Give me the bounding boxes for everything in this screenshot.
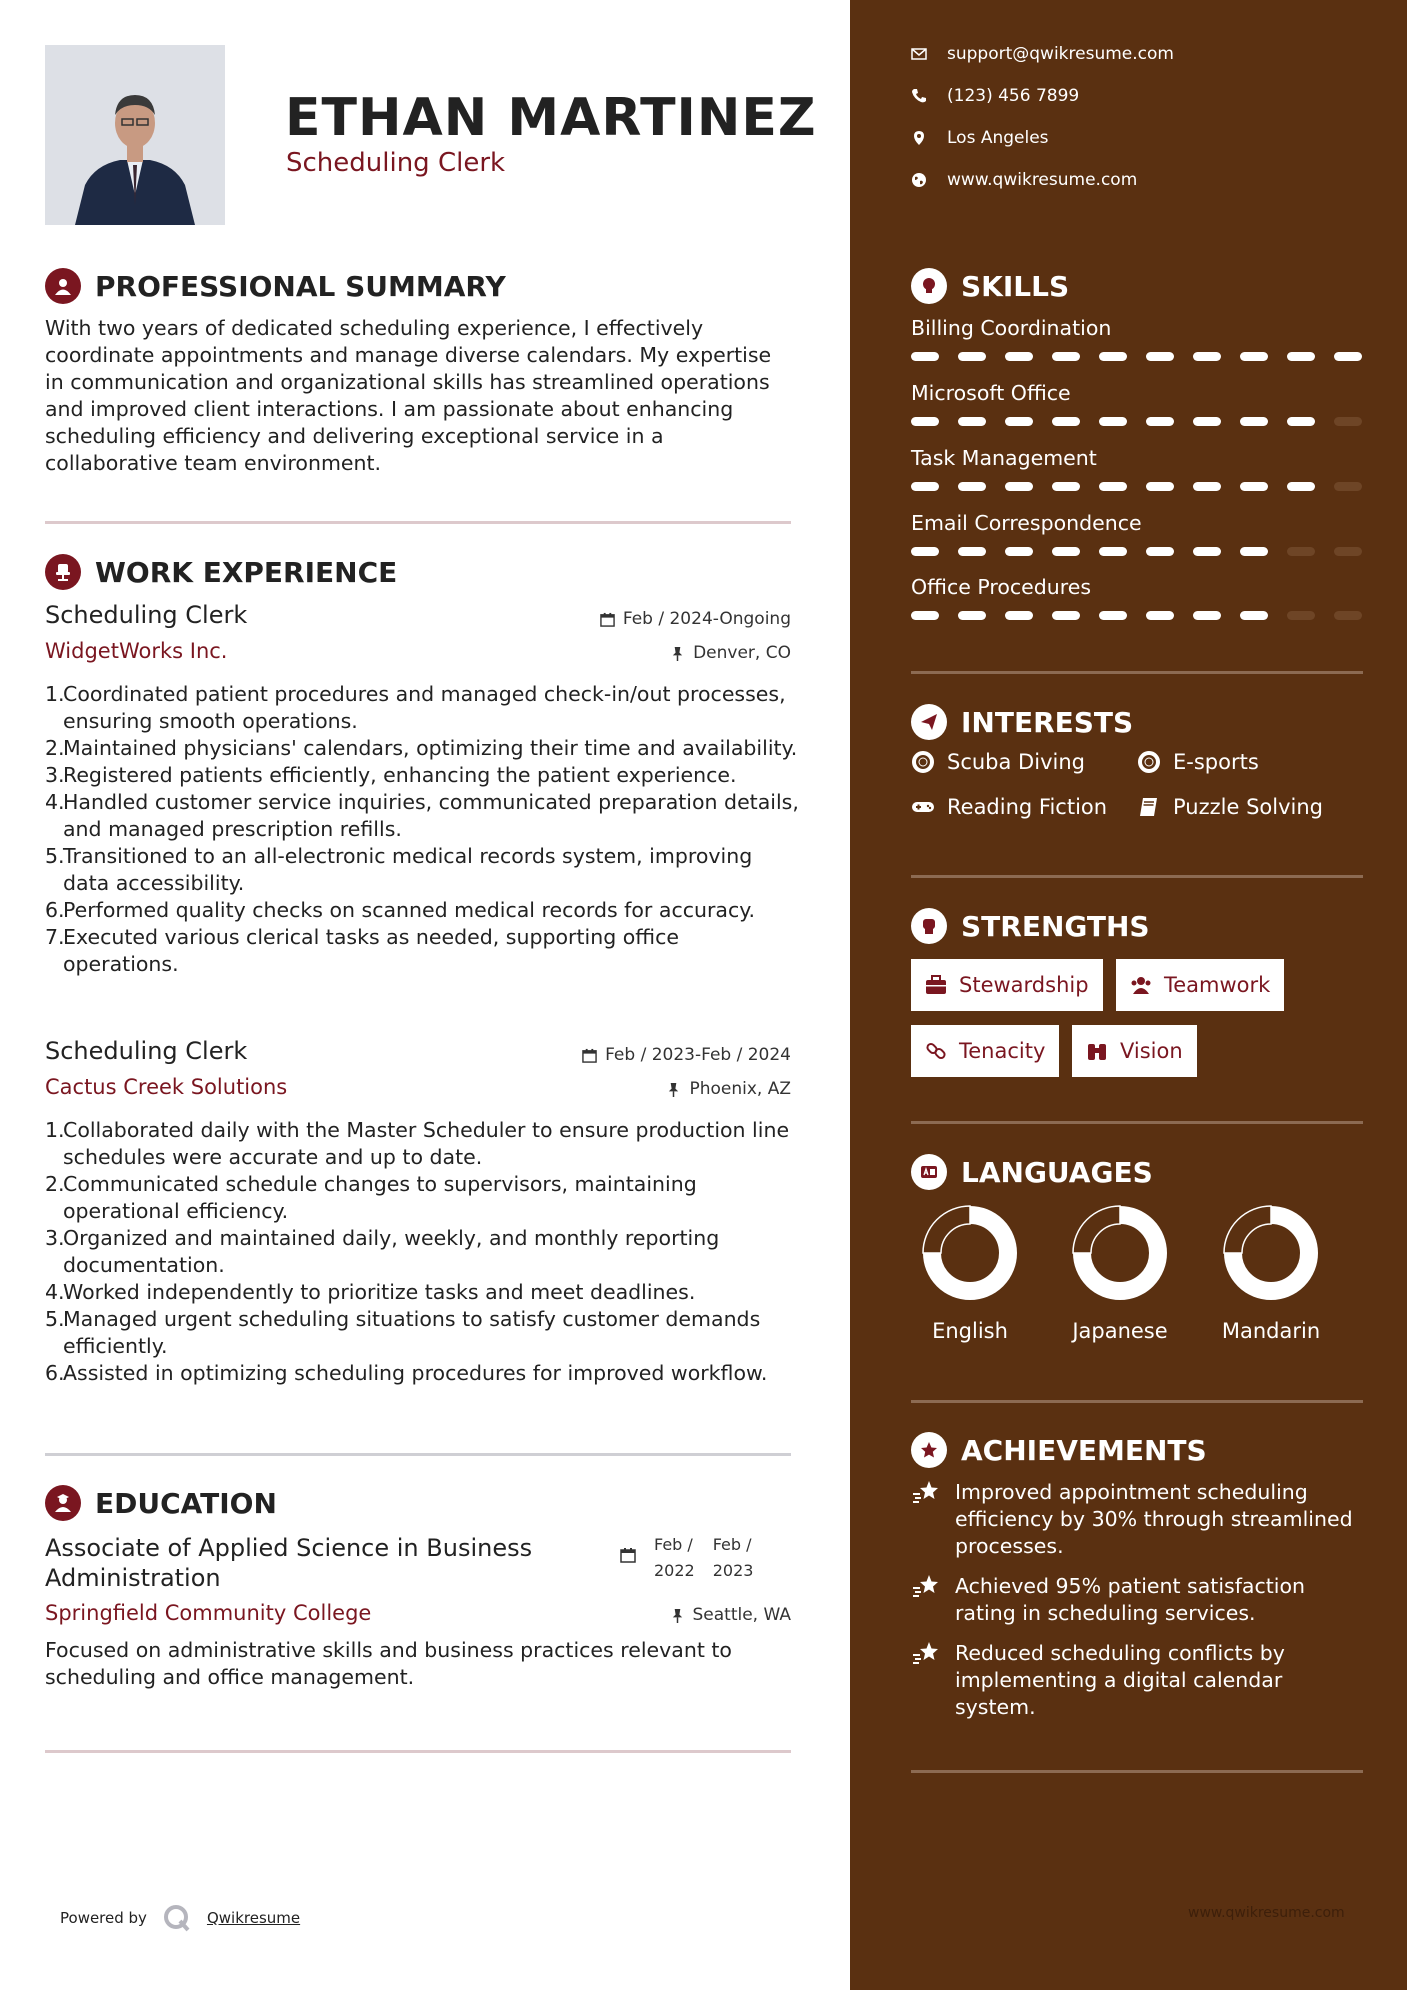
skill-level-bar [911,611,1363,620]
skill-level-dash [1052,547,1080,556]
skills-heading: SKILLS [911,268,1069,304]
list-item: Coordinated patient procedures and managed check-in/out processes, ensuring smooth operations. [63,682,786,733]
skill-level-dash [1240,611,1268,620]
skill-level-dash [1005,482,1033,491]
summary-heading [45,268,506,304]
calendar-icon [582,1048,597,1063]
languages-heading: LANGUAGES [911,1154,1153,1190]
language-item: Mandarin [1211,1205,1331,1343]
skill-level-dash [911,417,939,426]
interest-item: Scuba Diving [911,750,1085,774]
skill-level-dash [1099,547,1127,556]
skill-level-dash [1099,417,1127,426]
divider [45,1750,791,1753]
paper-plane-icon [911,704,947,740]
job-location: Denver, CO [670,643,791,663]
language-icon [911,1154,947,1190]
skill-name: Email Correspondence [911,511,1142,535]
contact-location: Los Angeles [911,128,1049,148]
users-icon [1130,974,1152,996]
skill-level-dash [1240,417,1268,426]
briefcase-icon [925,974,947,996]
education-location: Seattle, WA [670,1605,792,1625]
job-dates: Feb / 2024-Ongoing [600,609,791,629]
skill-level-dash [1193,417,1221,426]
skill-level-dash [1334,547,1362,556]
skill-level-bar [911,482,1363,491]
divider [911,671,1363,674]
map-pin-icon [911,130,927,146]
skill-level-dash [958,352,986,361]
user-icon [45,268,81,304]
skill-level-bar [911,417,1363,426]
envelope-icon [911,46,927,62]
strengths-heading: STRENGTHS [911,908,1150,944]
list-item: Executed various clerical tasks as needed, supporting office operations. [63,925,679,976]
pushpin-icon [670,646,685,661]
list-item: Assisted in optimizing scheduling procedures for improved workflow. [63,1361,768,1385]
binoculars-icon [1086,1040,1108,1062]
interests-heading: INTERESTS [911,704,1133,740]
contact-email[interactable]: support@qwikresume.com [911,44,1174,64]
contact-phone[interactable]: (123) 456 7899 [911,86,1079,106]
work-heading [45,554,397,590]
achievement-item: Improved appointment scheduling efficiency by 30% through streamlined processes. [911,1479,1363,1560]
skill-level-dash [1334,417,1362,426]
education-heading [45,1485,277,1521]
life-ring-icon [1137,750,1161,774]
candidate-role: Scheduling Clerk [286,148,506,178]
calendar-icon [620,1547,636,1563]
list-item: Handled customer service inquiries, communicated preparation details, and managed prescription refills. [63,790,799,841]
profile-photo [45,45,225,225]
divider [45,1453,791,1456]
list-item: Worked independently to prioritize tasks and meet deadlines. [63,1280,696,1304]
list-item: Organized and maintained daily, weekly, and monthly reporting documentation. [63,1226,720,1277]
duties-list [45,681,800,978]
shooting-star-icon [911,1572,941,1602]
skill-name: Billing Coordination [911,316,1112,340]
skill-level-dash [1005,547,1033,556]
lightbulb-icon [911,268,947,304]
calendar-icon [600,612,615,627]
skill-name: Office Procedures [911,575,1092,599]
achievement-item: Reduced scheduling conflicts by implementing a digital calendar system. [911,1640,1363,1721]
education-title: EDUCATION [95,1486,277,1520]
skill-level-dash [911,482,939,491]
footer-watermark: www.qwikresume.com [1188,1905,1345,1921]
pushpin-icon [670,1608,685,1623]
school-name: Springfield Community College [45,1601,372,1625]
duties-list [45,1117,800,1387]
skill-level-dash [911,547,939,556]
language-level-ring [922,1205,1018,1301]
fist-icon [911,908,947,944]
book-icon [1137,795,1161,819]
job-title: Scheduling Clerk [45,601,248,629]
star-badge-icon [911,1432,947,1468]
skill-level-bar [911,547,1363,556]
skill-name: Task Management [911,446,1097,470]
skill-level-dash [1193,547,1221,556]
skill-level-dash [958,547,986,556]
skill-level-dash [1240,482,1268,491]
skill-level-dash [1334,482,1362,491]
gamepad-icon [911,795,935,819]
list-item: Managed urgent scheduling situations to satisfy customer demands efficiently. [63,1307,761,1358]
achievements-heading: ACHIEVEMENTS [911,1432,1207,1468]
skill-level-dash [1287,482,1315,491]
skill-level-dash [1099,352,1127,361]
interest-item: Reading Fiction [911,795,1107,819]
education-start: Feb / 2022 [654,1535,695,1580]
list-item: Collaborated daily with the Master Scheduler to ensure production line schedules were accurate and up to date. [63,1118,790,1169]
candidate-name: ETHAN MARTINEZ [285,88,817,148]
shooting-star-icon [911,1478,941,1508]
link-icon [925,1040,947,1062]
summary-text: With two years of dedicated scheduling experience, I effectively coordinate appointments and manage diverse calendars. My expertise in communication and organizational skills has streamlined operations and improved client interactions. I am passionate about enhancing scheduling efficiency and delivering exceptional service in a collaborative team environment. [45,316,772,475]
company-name: WidgetWorks Inc. [45,639,228,663]
skill-level-dash [1334,611,1362,620]
skill-level-dash [1240,547,1268,556]
divider [911,1770,1363,1773]
globe-icon [911,172,927,188]
summary-title: PROFESSIONAL SUMMARY [95,269,506,303]
job-location: Phoenix, AZ [666,1079,791,1099]
skill-level-dash [1005,352,1033,361]
language-level-ring [1072,1205,1168,1301]
divider [911,1121,1363,1124]
job-dates: Feb / 2023-Feb / 2024 [582,1045,791,1065]
skill-level-bar [911,352,1363,361]
skill-level-dash [1052,611,1080,620]
skill-level-dash [1099,611,1127,620]
skill-item [911,381,1363,426]
divider [911,1400,1363,1403]
job-title: Scheduling Clerk [45,1037,248,1065]
qwikresume-link[interactable]: Qwikresume [206,1909,301,1927]
skill-level-dash [1193,611,1221,620]
skill-level-dash [1052,482,1080,491]
interest-item: E-sports [1137,750,1259,774]
skill-level-dash [958,611,986,620]
life-ring-icon [911,750,935,774]
interest-item: Puzzle Solving [1137,795,1323,819]
education-text: Focused on administrative skills and business practices relevant to scheduling and office management. [45,1638,732,1689]
skill-level-dash [1240,352,1268,361]
skill-level-dash [1146,352,1174,361]
skill-level-dash [1334,352,1362,361]
skill-level-dash [1052,352,1080,361]
skill-item [911,511,1363,556]
skill-level-dash [1146,611,1174,620]
skill-level-dash [1146,482,1174,491]
language-item: English [910,1205,1030,1343]
list-item: Maintained physicians' calendars, optimizing their time and availability. [63,736,798,760]
shooting-star-icon [911,1639,941,1669]
list-item: Performed quality checks on scanned medical records for accuracy. [63,898,755,922]
skill-name: Microsoft Office [911,381,1071,405]
skill-level-dash [1193,482,1221,491]
work-title: WORK EXPERIENCE [95,555,398,589]
list-item: Transitioned to an all-electronic medical records system, improving data accessibility. [63,844,753,895]
pushpin-icon [666,1082,681,1097]
company-name: Cactus Creek Solutions [45,1075,288,1099]
skill-level-dash [1287,547,1315,556]
divider [911,875,1363,878]
strength-badge: Stewardship [911,959,1103,1011]
skill-level-dash [911,352,939,361]
skill-level-dash [1005,417,1033,426]
graduate-icon [45,1485,81,1521]
language-item: Japanese [1060,1205,1180,1343]
strength-badge: Vision [1072,1025,1197,1077]
office-chair-icon [45,554,81,590]
achievement-item: Achieved 95% patient satisfaction rating in scheduling services. [911,1573,1363,1627]
skill-level-dash [1052,417,1080,426]
contact-website[interactable]: www.qwikresume.com [911,170,1137,190]
strength-badge: Tenacity [911,1025,1059,1077]
skill-level-dash [911,611,939,620]
degree-title: Associate of Applied Science in Business Administration [45,1534,533,1592]
skill-level-dash [1287,611,1315,620]
skill-level-dash [1146,417,1174,426]
skill-level-dash [1193,352,1221,361]
skill-level-dash [1005,611,1033,620]
divider [45,521,791,524]
skill-level-dash [1287,352,1315,361]
qwikresume-logo-icon [161,1902,193,1934]
skill-item [911,575,1363,620]
language-level-ring [1223,1205,1319,1301]
skill-level-dash [1146,547,1174,556]
education-dates [620,1532,753,1584]
skill-level-dash [958,417,986,426]
skill-level-dash [1287,417,1315,426]
strength-badge: Teamwork [1116,959,1284,1011]
skill-item [911,316,1363,361]
list-item: Registered patients efficiently, enhancing the patient experience. [63,763,737,787]
skill-level-dash [958,482,986,491]
skill-item [911,446,1363,491]
powered-by: Powered by Qwikresume [60,1902,300,1934]
skill-level-dash [1099,482,1127,491]
education-end: Feb / 2023 [712,1535,754,1580]
phone-icon [911,88,927,104]
list-item: Communicated schedule changes to supervisors, maintaining operational efficiency. [63,1172,697,1223]
